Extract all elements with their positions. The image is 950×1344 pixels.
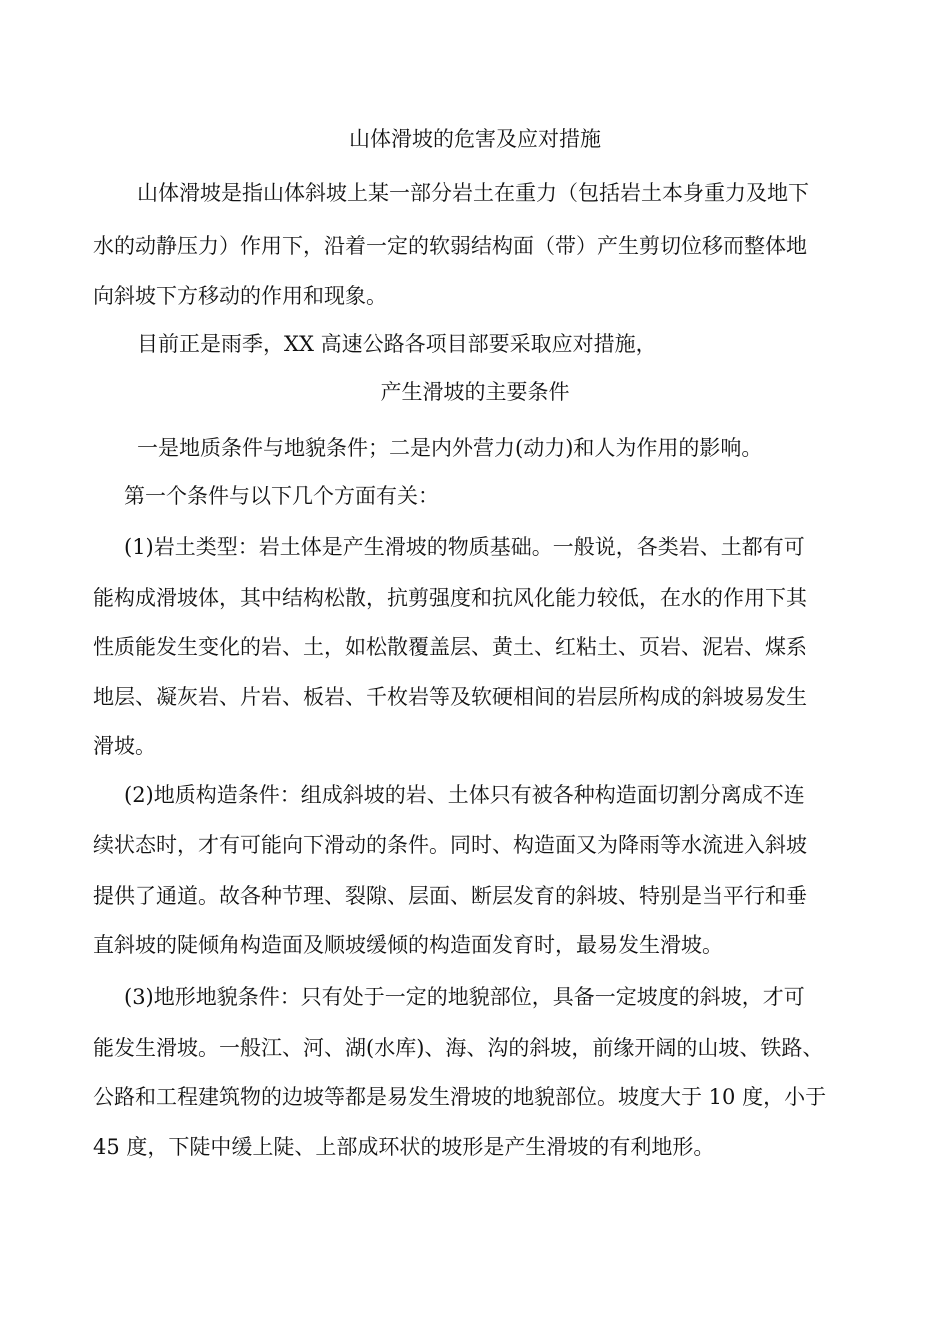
conditions-summary: 一是地质条件与地貌条件；二是内外营力(动力)和人为作用的影响。 bbox=[137, 436, 763, 460]
intro-line-3: 向斜坡下方移动的作用和现象。 bbox=[93, 284, 387, 308]
item1-line-2: 能构成滑坡体，其中结构松散，抗剪强度和抗风化能力较低，在水的作用下其 bbox=[93, 586, 807, 610]
section-heading: 产生滑坡的主要条件 bbox=[380, 380, 570, 404]
intro-line-2: 水的动静压力）作用下，沿着一定的软弱结构面（带）产生剪切位移而整体地 bbox=[93, 234, 807, 258]
document-title: 山体滑坡的危害及应对措施 bbox=[349, 127, 601, 151]
item2-line-4: 直斜坡的陡倾角构造面及顺坡缓倾的构造面发育时，最易发生滑坡。 bbox=[93, 933, 723, 957]
item2-line-1: (2)地质构造条件：组成斜坡的岩、土体只有被各种构造面切割分离成不连 bbox=[124, 783, 805, 807]
intro-line-1: 山体滑坡是指山体斜坡上某一部分岩土在重力（包括岩土本身重力及地下 bbox=[137, 181, 809, 205]
item1-line-1: (1)岩土类型：岩土体是产生滑坡的物质基础。一般说，各类岩、土都有可 bbox=[124, 535, 805, 559]
item2-line-3: 提供了通道。故各种节理、裂隙、层面、断层发育的斜坡、特别是当平行和垂 bbox=[93, 884, 807, 908]
item1-line-4: 地层、凝灰岩、片岩、板岩、千枚岩等及软硬相间的岩层所构成的斜坡易发生 bbox=[93, 685, 807, 709]
item3-line-2: 能发生滑坡。一般江、河、湖(水库)、海、沟的斜坡，前缘开阔的山坡、铁路、 bbox=[93, 1036, 824, 1060]
item2-line-2: 续状态时，才有可能向下滑动的条件。同时、构造面又为降雨等水流进入斜坡 bbox=[93, 833, 807, 857]
item3-line-1: (3)地形地貌条件：只有处于一定的地貌部位，具备一定坡度的斜坡，才可 bbox=[124, 985, 805, 1009]
item1-line-5: 滑坡。 bbox=[93, 734, 156, 758]
rainy-season-line: 目前正是雨季，XX 高速公路各项目部要采取应对措施， bbox=[137, 332, 657, 356]
first-condition-intro: 第一个条件与以下几个方面有关： bbox=[124, 484, 439, 508]
item1-line-3: 性质能发生变化的岩、土，如松散覆盖层、黄土、红粘土、页岩、泥岩、煤系 bbox=[93, 635, 807, 659]
item3-line-4: 45 度，下陡中缓上陡、上部成环状的坡形是产生滑坡的有利地形。 bbox=[93, 1135, 715, 1159]
item3-line-3: 公路和工程建筑物的边坡等都是易发生滑坡的地貌部位。坡度大于 10 度，小于 bbox=[93, 1085, 827, 1109]
